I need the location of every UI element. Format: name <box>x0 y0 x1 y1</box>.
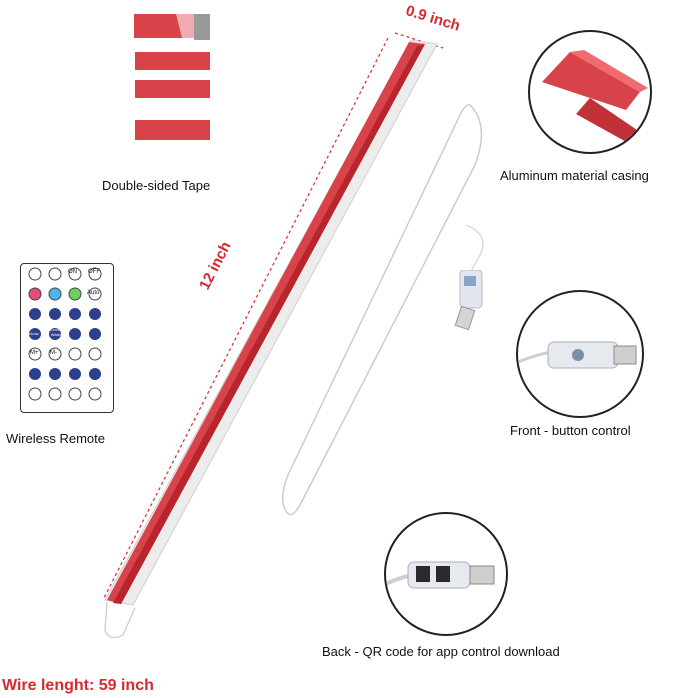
remote-m-plus-button-label: M+ <box>30 350 39 356</box>
remote-label: Wireless Remote <box>6 431 105 446</box>
usb-controller-image <box>440 270 490 340</box>
remote-off-button-label: OFF <box>88 269 100 275</box>
remote-running-water-button-label: Running Water <box>48 327 64 337</box>
width-dimension-label: 0.9 inch <box>403 2 463 35</box>
remote-auto-button-label: Auto <box>87 290 100 296</box>
tape-label: Double-sided Tape <box>102 178 211 193</box>
back-label: Back - QR code for app control download <box>322 644 560 659</box>
casing-label: Aluminum material casing <box>500 168 649 183</box>
remote-rainbow-button-label: Rainbow <box>23 331 39 336</box>
front-closeup-image <box>516 290 644 418</box>
casing-closeup-image <box>528 30 652 154</box>
wireless-remote-image <box>20 263 114 413</box>
length-dimension-label: 12 inch <box>196 238 235 293</box>
back-closeup-image <box>384 512 508 636</box>
remote-on-button-label: ON <box>68 269 77 275</box>
wire-length-label: Wire lenght: 59 inch <box>2 677 154 694</box>
front-label: Front - button control <box>510 423 631 438</box>
remote-m-minus-button-label: M- <box>50 350 57 356</box>
